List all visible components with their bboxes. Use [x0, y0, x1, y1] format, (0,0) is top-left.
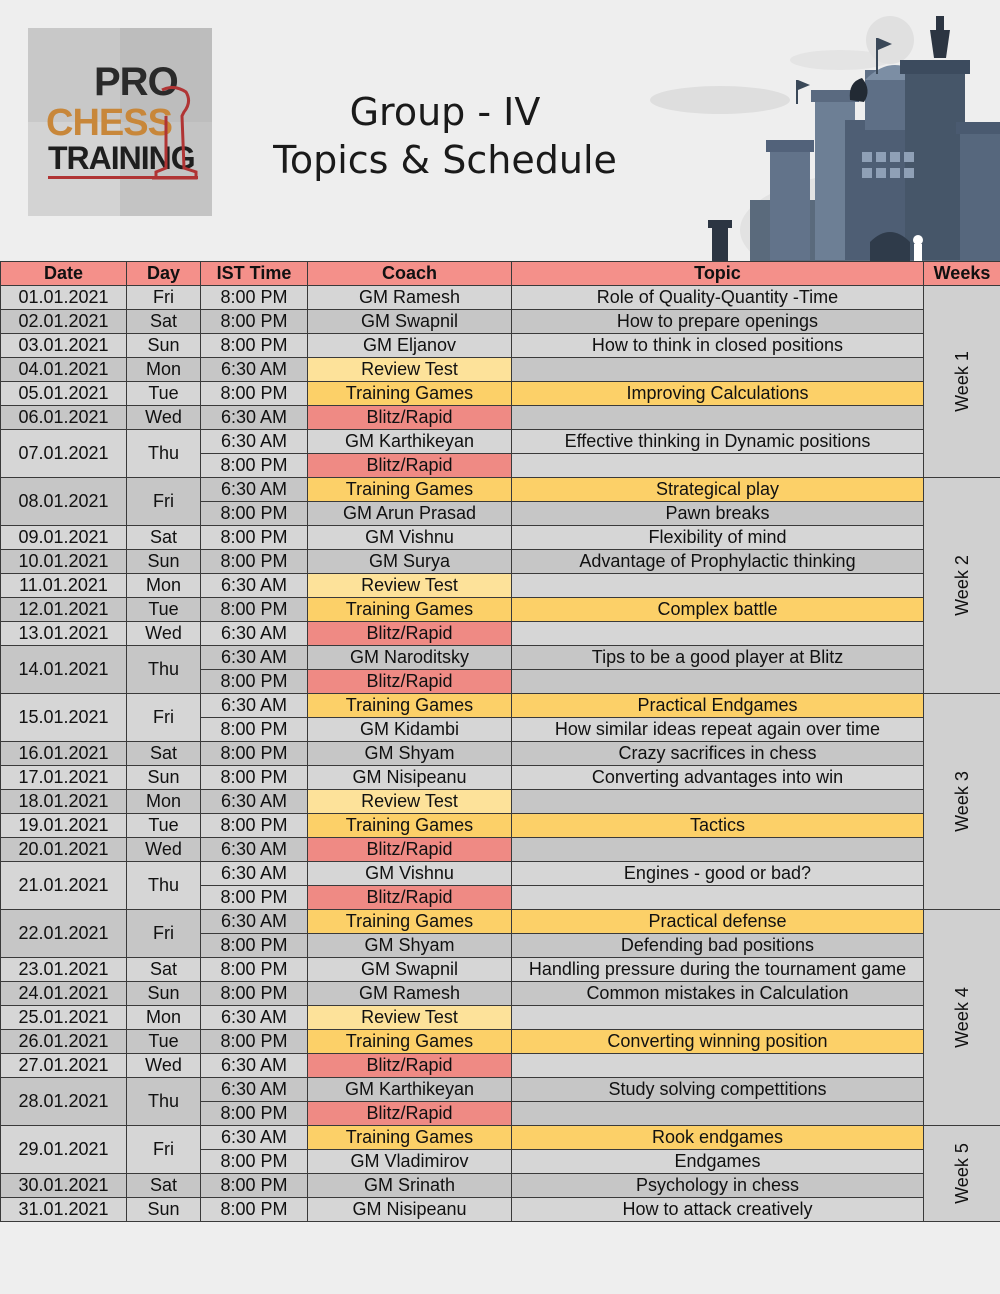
- topic-cell: [512, 1006, 924, 1030]
- time-cell: 8:00 PM: [201, 742, 308, 766]
- date-cell: 30.01.2021: [1, 1174, 127, 1198]
- day-cell: Sat: [127, 958, 201, 982]
- header-day: Day: [127, 262, 201, 286]
- table-row: [1, 982, 1000, 1006]
- coach-cell: GM Nisipeanu: [308, 766, 512, 790]
- table-row: [1, 550, 1000, 574]
- topic-cell: Tactics: [512, 814, 924, 838]
- time-cell: 6:30 AM: [201, 430, 308, 454]
- table-row: [1, 646, 1000, 670]
- time-cell: 6:30 AM: [201, 622, 308, 646]
- date-cell: 06.01.2021: [1, 406, 127, 430]
- topic-cell: Converting winning position: [512, 1030, 924, 1054]
- time-cell: 8:00 PM: [201, 1174, 308, 1198]
- date-cell: 14.01.2021: [1, 646, 127, 694]
- topic-cell: [512, 406, 924, 430]
- topic-cell: Handling pressure during the tournament game: [512, 958, 924, 982]
- coach-cell: Training Games: [308, 478, 512, 502]
- date-cell: 26.01.2021: [1, 1030, 127, 1054]
- day-cell: Mon: [127, 1006, 201, 1030]
- coach-cell: GM Karthikeyan: [308, 430, 512, 454]
- table-row: [1, 334, 1000, 358]
- topic-cell: Study solving compettitions: [512, 1078, 924, 1102]
- date-cell: 04.01.2021: [1, 358, 127, 382]
- day-cell: Sun: [127, 982, 201, 1006]
- time-cell: 8:00 PM: [201, 334, 308, 358]
- day-cell: Wed: [127, 406, 201, 430]
- table-row: [1, 310, 1000, 334]
- topic-cell: Strategical play: [512, 478, 924, 502]
- time-cell: 8:00 PM: [201, 598, 308, 622]
- coach-cell: GM Vishnu: [308, 526, 512, 550]
- title-line-2: Topics & Schedule: [273, 138, 617, 182]
- title-line-1: Group - IV: [349, 90, 541, 134]
- coach-cell: Training Games: [308, 814, 512, 838]
- schedule-table: [0, 261, 1000, 1222]
- header-coach: Coach: [308, 262, 512, 286]
- logo-chess: CHESS: [46, 102, 172, 144]
- coach-cell: Review Test: [308, 1006, 512, 1030]
- logo-underline: [48, 176, 198, 179]
- day-cell: Sun: [127, 1198, 201, 1222]
- time-cell: 6:30 AM: [201, 406, 308, 430]
- table-row: [1, 526, 1000, 550]
- date-cell: 31.01.2021: [1, 1198, 127, 1222]
- time-cell: 6:30 AM: [201, 910, 308, 934]
- coach-cell: Training Games: [308, 910, 512, 934]
- time-cell: 8:00 PM: [201, 670, 308, 694]
- rook-icon: [148, 86, 200, 182]
- date-cell: 11.01.2021: [1, 574, 127, 598]
- day-cell: Fri: [127, 694, 201, 742]
- time-cell: 8:00 PM: [201, 1102, 308, 1126]
- coach-cell: Training Games: [308, 1030, 512, 1054]
- date-cell: 29.01.2021: [1, 1126, 127, 1174]
- topic-cell: Flexibility of mind: [512, 526, 924, 550]
- date-cell: 02.01.2021: [1, 310, 127, 334]
- coach-cell: GM Shyam: [308, 934, 512, 958]
- date-cell: 24.01.2021: [1, 982, 127, 1006]
- coach-cell: GM Kidambi: [308, 718, 512, 742]
- coach-cell: GM Vladimirov: [308, 1150, 512, 1174]
- topic-cell: Defending bad positions: [512, 934, 924, 958]
- topic-cell: Role of Quality-Quantity -Time: [512, 286, 924, 310]
- coach-cell: Training Games: [308, 694, 512, 718]
- date-cell: 10.01.2021: [1, 550, 127, 574]
- topic-cell: Crazy sacrifices in chess: [512, 742, 924, 766]
- topic-cell: Effective thinking in Dynamic positions: [512, 430, 924, 454]
- coach-cell: Review Test: [308, 358, 512, 382]
- date-cell: 23.01.2021: [1, 958, 127, 982]
- coach-cell: Review Test: [308, 574, 512, 598]
- table-row: [1, 910, 1000, 934]
- time-cell: 8:00 PM: [201, 886, 308, 910]
- coach-cell: GM Swapnil: [308, 310, 512, 334]
- coach-cell: Blitz/Rapid: [308, 886, 512, 910]
- topic-cell: Common mistakes in Calculation: [512, 982, 924, 1006]
- topic-cell: Endgames: [512, 1150, 924, 1174]
- coach-cell: Blitz/Rapid: [308, 454, 512, 478]
- table-row: [1, 1078, 1000, 1102]
- topic-cell: Tips to be a good player at Blitz: [512, 646, 924, 670]
- topic-cell: Rook endgames: [512, 1126, 924, 1150]
- week-label: Week 4: [951, 987, 972, 1048]
- table-row: [1, 766, 1000, 790]
- day-cell: Wed: [127, 1054, 201, 1078]
- topic-cell: [512, 622, 924, 646]
- day-cell: Thu: [127, 430, 201, 478]
- topic-cell: [512, 358, 924, 382]
- time-cell: 8:00 PM: [201, 550, 308, 574]
- time-cell: 6:30 AM: [201, 862, 308, 886]
- day-cell: Thu: [127, 1078, 201, 1126]
- table-row: [1, 1126, 1000, 1150]
- day-cell: Thu: [127, 862, 201, 910]
- day-cell: Mon: [127, 358, 201, 382]
- topic-cell: [512, 790, 924, 814]
- time-cell: 8:00 PM: [201, 814, 308, 838]
- table-row: [1, 1006, 1000, 1030]
- table-row: [1, 622, 1000, 646]
- time-cell: 6:30 AM: [201, 574, 308, 598]
- coach-cell: GM Naroditsky: [308, 646, 512, 670]
- topic-cell: [512, 1054, 924, 1078]
- week-cell: [924, 1126, 1000, 1222]
- coach-cell: GM Surya: [308, 550, 512, 574]
- topic-cell: [512, 886, 924, 910]
- topic-cell: Improving Calculations: [512, 382, 924, 406]
- coach-cell: Blitz/Rapid: [308, 1102, 512, 1126]
- day-cell: Tue: [127, 1030, 201, 1054]
- date-cell: 28.01.2021: [1, 1078, 127, 1126]
- week-cell: [924, 478, 1000, 694]
- coach-cell: Review Test: [308, 790, 512, 814]
- table-row: [1, 790, 1000, 814]
- topic-cell: Practical defense: [512, 910, 924, 934]
- day-cell: Sun: [127, 550, 201, 574]
- time-cell: 8:00 PM: [201, 958, 308, 982]
- table-row: [1, 478, 1000, 502]
- week-cell: [924, 910, 1000, 1126]
- table-row: [1, 598, 1000, 622]
- time-cell: 8:00 PM: [201, 454, 308, 478]
- topic-cell: Engines - good or bad?: [512, 862, 924, 886]
- header-weeks: Weeks: [924, 262, 1000, 286]
- time-cell: 8:00 PM: [201, 982, 308, 1006]
- topic-cell: Complex battle: [512, 598, 924, 622]
- schedule-body: [1, 286, 1000, 1222]
- day-cell: Sun: [127, 334, 201, 358]
- page-title: [250, 88, 640, 184]
- topic-cell: How to attack creatively: [512, 1198, 924, 1222]
- topic-cell: [512, 574, 924, 598]
- coach-cell: GM Eljanov: [308, 334, 512, 358]
- time-cell: 6:30 AM: [201, 646, 308, 670]
- topic-cell: [512, 1102, 924, 1126]
- date-cell: 22.01.2021: [1, 910, 127, 958]
- date-cell: 17.01.2021: [1, 766, 127, 790]
- time-cell: 6:30 AM: [201, 838, 308, 862]
- time-cell: 8:00 PM: [201, 310, 308, 334]
- date-cell: 27.01.2021: [1, 1054, 127, 1078]
- logo-pro: PRO: [94, 60, 178, 104]
- coach-cell: GM Swapnil: [308, 958, 512, 982]
- header-topic: Topic: [512, 262, 924, 286]
- topic-cell: Practical Endgames: [512, 694, 924, 718]
- time-cell: 8:00 PM: [201, 502, 308, 526]
- table-row: [1, 862, 1000, 886]
- time-cell: 6:30 AM: [201, 790, 308, 814]
- week-label: Week 3: [951, 771, 972, 832]
- table-row: [1, 838, 1000, 862]
- table-row: [1, 958, 1000, 982]
- date-cell: 03.01.2021: [1, 334, 127, 358]
- topic-cell: Advantage of Prophylactic thinking: [512, 550, 924, 574]
- date-cell: 08.01.2021: [1, 478, 127, 526]
- coach-cell: Training Games: [308, 598, 512, 622]
- coach-cell: GM Ramesh: [308, 286, 512, 310]
- week-label: Week 5: [951, 1143, 972, 1204]
- table-row: [1, 286, 1000, 310]
- time-cell: 6:30 AM: [201, 1126, 308, 1150]
- day-cell: Sat: [127, 526, 201, 550]
- time-cell: 6:30 AM: [201, 1054, 308, 1078]
- time-cell: 8:00 PM: [201, 1150, 308, 1174]
- time-cell: 6:30 AM: [201, 1006, 308, 1030]
- day-cell: Fri: [127, 910, 201, 958]
- date-cell: 13.01.2021: [1, 622, 127, 646]
- time-cell: 6:30 AM: [201, 478, 308, 502]
- logo: [28, 28, 212, 216]
- coach-cell: GM Arun Prasad: [308, 502, 512, 526]
- coach-cell: Blitz/Rapid: [308, 622, 512, 646]
- date-cell: 18.01.2021: [1, 790, 127, 814]
- time-cell: 6:30 AM: [201, 694, 308, 718]
- coach-cell: GM Nisipeanu: [308, 1198, 512, 1222]
- table-row: [1, 430, 1000, 454]
- table-row: [1, 574, 1000, 598]
- day-cell: Wed: [127, 622, 201, 646]
- week-cell: [924, 694, 1000, 910]
- table-header-row: [1, 262, 1000, 286]
- day-cell: Sat: [127, 1174, 201, 1198]
- week-cell: [924, 286, 1000, 478]
- logo-training: TRAINING: [48, 140, 195, 176]
- table-row: [1, 742, 1000, 766]
- time-cell: 8:00 PM: [201, 526, 308, 550]
- time-cell: 8:00 PM: [201, 382, 308, 406]
- date-cell: 25.01.2021: [1, 1006, 127, 1030]
- day-cell: Wed: [127, 838, 201, 862]
- table-row: [1, 382, 1000, 406]
- time-cell: 8:00 PM: [201, 1198, 308, 1222]
- day-cell: Sun: [127, 766, 201, 790]
- table-row: [1, 406, 1000, 430]
- date-cell: 01.01.2021: [1, 286, 127, 310]
- coach-cell: Training Games: [308, 382, 512, 406]
- day-cell: Mon: [127, 574, 201, 598]
- table-row: [1, 1030, 1000, 1054]
- table-row: [1, 358, 1000, 382]
- coach-cell: GM Karthikeyan: [308, 1078, 512, 1102]
- table-row: [1, 1054, 1000, 1078]
- time-cell: 6:30 AM: [201, 358, 308, 382]
- coach-cell: Training Games: [308, 1126, 512, 1150]
- coach-cell: Blitz/Rapid: [308, 1054, 512, 1078]
- time-cell: 8:00 PM: [201, 286, 308, 310]
- coach-cell: GM Ramesh: [308, 982, 512, 1006]
- time-cell: 8:00 PM: [201, 718, 308, 742]
- topic-cell: [512, 838, 924, 862]
- day-cell: Sat: [127, 742, 201, 766]
- coach-cell: Blitz/Rapid: [308, 838, 512, 862]
- date-cell: 19.01.2021: [1, 814, 127, 838]
- date-cell: 21.01.2021: [1, 862, 127, 910]
- day-cell: Tue: [127, 382, 201, 406]
- date-cell: 15.01.2021: [1, 694, 127, 742]
- topic-cell: How to think in closed positions: [512, 334, 924, 358]
- date-cell: 16.01.2021: [1, 742, 127, 766]
- week-label: Week 2: [951, 555, 972, 616]
- topic-cell: [512, 670, 924, 694]
- day-cell: Thu: [127, 646, 201, 694]
- topic-cell: Psychology in chess: [512, 1174, 924, 1198]
- time-cell: 8:00 PM: [201, 1030, 308, 1054]
- coach-cell: GM Shyam: [308, 742, 512, 766]
- coach-cell: GM Vishnu: [308, 862, 512, 886]
- day-cell: Mon: [127, 790, 201, 814]
- topic-cell: Converting advantages into win: [512, 766, 924, 790]
- time-cell: 6:30 AM: [201, 1078, 308, 1102]
- coach-cell: Blitz/Rapid: [308, 670, 512, 694]
- header-time: IST Time: [201, 262, 308, 286]
- time-cell: 8:00 PM: [201, 934, 308, 958]
- day-cell: Fri: [127, 286, 201, 310]
- topic-cell: How similar ideas repeat again over time: [512, 718, 924, 742]
- coach-cell: Blitz/Rapid: [308, 406, 512, 430]
- header-date: Date: [1, 262, 127, 286]
- table-row: [1, 814, 1000, 838]
- date-cell: 20.01.2021: [1, 838, 127, 862]
- topic-cell: How to prepare openings: [512, 310, 924, 334]
- date-cell: 09.01.2021: [1, 526, 127, 550]
- day-cell: Fri: [127, 478, 201, 526]
- table-row: [1, 1198, 1000, 1222]
- castle-illustration: [600, 0, 1000, 262]
- date-cell: 12.01.2021: [1, 598, 127, 622]
- week-label: Week 1: [951, 351, 972, 412]
- table-row: [1, 1174, 1000, 1198]
- date-cell: 05.01.2021: [1, 382, 127, 406]
- day-cell: Fri: [127, 1126, 201, 1174]
- topic-cell: Pawn breaks: [512, 502, 924, 526]
- time-cell: 8:00 PM: [201, 766, 308, 790]
- table-row: [1, 694, 1000, 718]
- date-cell: 07.01.2021: [1, 430, 127, 478]
- day-cell: Tue: [127, 598, 201, 622]
- topic-cell: [512, 454, 924, 478]
- day-cell: Sat: [127, 310, 201, 334]
- coach-cell: GM Srinath: [308, 1174, 512, 1198]
- day-cell: Tue: [127, 814, 201, 838]
